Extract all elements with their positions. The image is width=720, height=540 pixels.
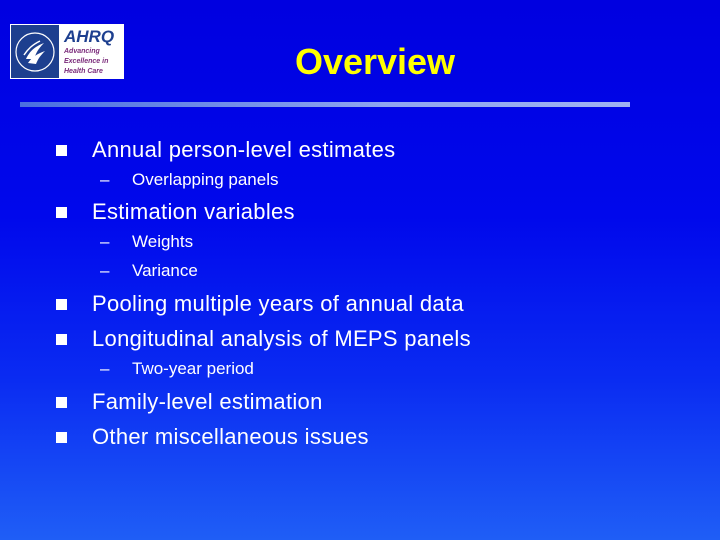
square-bullet-icon	[56, 432, 67, 443]
bullet-item	[56, 198, 295, 226]
bullet-item	[56, 325, 471, 353]
ahrq-logo	[10, 24, 124, 79]
bullet-item	[56, 290, 464, 318]
bullet-item	[56, 388, 323, 416]
sub-bullet-item	[100, 231, 193, 253]
slide-title: Overview	[294, 41, 456, 82]
logo-text	[60, 24, 124, 79]
square-bullet-icon	[56, 334, 67, 345]
square-bullet-icon	[56, 145, 67, 156]
bullet-item	[56, 136, 395, 164]
dash-marker: –	[100, 359, 110, 378]
square-bullet-icon	[56, 299, 67, 310]
square-bullet-icon	[56, 207, 67, 218]
logo-tagline-2: Excellence in	[64, 58, 109, 65]
sub-bullet-text: Weights	[132, 232, 194, 251]
logo-name: AHRQ	[64, 27, 115, 46]
bullet-text: Longitudinal analysis of MEPS panels	[92, 326, 471, 351]
bullet-text: Family-level estimation	[92, 389, 323, 414]
sub-bullet-item	[100, 260, 198, 282]
logo-tagline-1: Advancing	[64, 48, 100, 55]
bullet-text: Estimation variables	[92, 199, 295, 224]
title-divider	[20, 102, 630, 107]
sub-bullet-item	[100, 169, 278, 191]
hhs-eagle-seal-icon	[11, 25, 59, 78]
sub-bullet-text: Two-year period	[132, 359, 254, 378]
bullet-text: Other miscellaneous issues	[92, 424, 369, 449]
dash-marker: –	[100, 170, 110, 189]
dash-marker: –	[100, 261, 110, 280]
bullet-text: Pooling multiple years of annual data	[92, 291, 464, 316]
sub-bullet-text: Overlapping panels	[132, 170, 279, 189]
bullet-item	[56, 423, 369, 451]
sub-bullet-text: Variance	[132, 261, 198, 280]
dash-marker: –	[100, 232, 110, 251]
logo-tagline-3: Health Care	[64, 68, 103, 75]
sub-bullet-item	[100, 358, 254, 380]
bullet-text: Annual person-level estimates	[92, 137, 396, 162]
square-bullet-icon	[56, 397, 67, 408]
